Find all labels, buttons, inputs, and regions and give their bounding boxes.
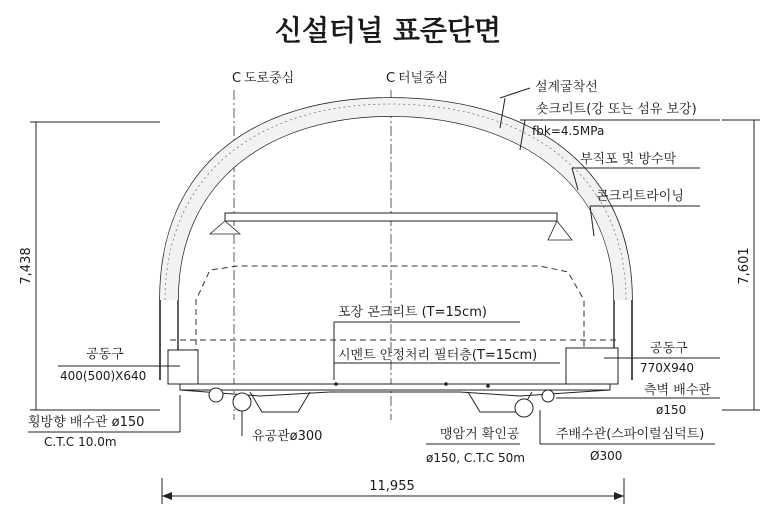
leader-excavation-h [500, 88, 530, 98]
marker-dot [334, 382, 338, 386]
label-main-drain: 주배수관(스파이럴심덕트) [556, 427, 705, 442]
label-filter-layer: 시멘트 안정처리 필터층(T=15cm) [338, 348, 538, 363]
label-excavation-line: 설계굴착선 [535, 80, 598, 95]
label-main-drain-size: Ø300 [590, 449, 623, 463]
marker-dot [486, 384, 490, 388]
label-shotcrete-strength: fbk=4.5MPa [532, 124, 605, 138]
vehicle-clearance [196, 266, 584, 385]
label-waterproofing: 부직포 및 방수막 [580, 152, 677, 167]
right-height-value: 7,601 [737, 247, 752, 285]
label-pavement: 포장 콘크리트 (T=15cm) [338, 305, 487, 320]
label-shotcrete: 숏크리트(강 또는 섬유 보강) [536, 102, 697, 117]
label-manhole-spec: ø150, C.T.C 50m [426, 451, 525, 465]
label-transverse-drain: 횡방향 배수관 ø150 [28, 415, 145, 430]
left-drain-pipe [209, 388, 223, 402]
left-duct-box [168, 350, 198, 384]
road-center-label: 도로중심 [244, 71, 295, 86]
pavement-slab [180, 384, 610, 390]
label-concrete-lining: 콘크리트라이닝 [596, 189, 684, 204]
road-center-symbol: C [232, 71, 242, 86]
tunnel-center-label: 터널중심 [398, 71, 449, 86]
tunnel-center-symbol: C [386, 71, 396, 86]
label-manhole: 맹암거 확인공 [440, 427, 520, 442]
label-transverse-drain-ctc: C.T.C 10.0m [44, 435, 117, 449]
marker-dot [444, 382, 448, 386]
label-left-duct-size: 400(500)X640 [60, 369, 147, 383]
label-perforated-pipe: 유공관ø300 [252, 429, 323, 444]
label-side-drain-size: ø150 [656, 403, 687, 417]
left-height-value: 7,438 [19, 247, 34, 285]
perforated-pipe [233, 393, 251, 411]
main-drain-pipe [515, 399, 533, 417]
right-duct-box [566, 348, 618, 384]
label-side-drain: 측벽 배수관 [644, 383, 711, 398]
side-drain-pipe [542, 390, 554, 402]
ceiling-slab [225, 213, 557, 221]
label-left-duct: 공동구 [86, 347, 124, 362]
label-right-duct-size: 770X940 [640, 361, 695, 375]
label-right-duct: 공동구 [650, 341, 688, 356]
drawing-title: 신설터널 표준단면 [274, 14, 502, 47]
width-value: 11,955 [369, 479, 415, 494]
